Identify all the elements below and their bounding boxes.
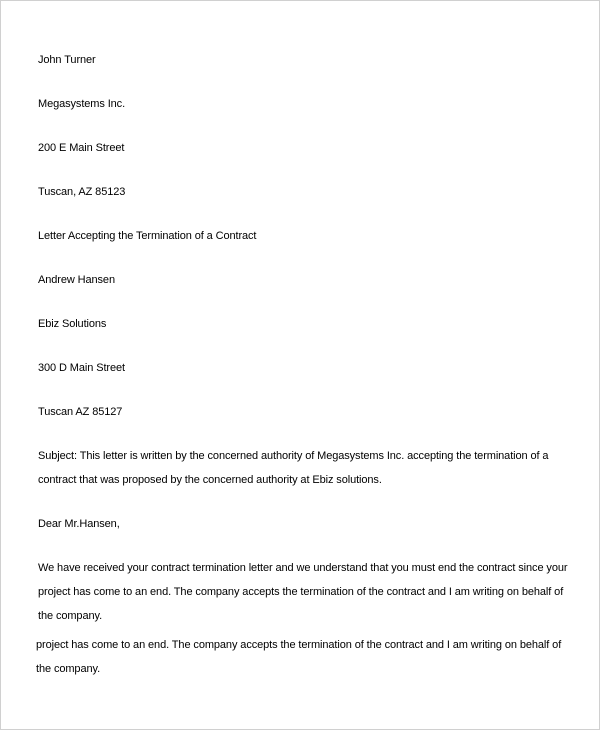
salutation: Dear Mr.Hansen,	[38, 518, 120, 530]
subject-line-2: contract that was proposed by the concerned authority at Ebiz solutions.	[38, 474, 382, 486]
sender-company: Megasystems Inc.	[38, 98, 126, 110]
subject-line-1: Subject: This letter is written by the concerned authority of Megasystems Inc. accepting the termination of a	[38, 450, 549, 462]
recipient-name: Andrew Hansen	[38, 274, 115, 286]
sender-city: Tuscan, AZ 85123	[38, 186, 126, 198]
body-p1-line-1: We have received your contract termination letter and we understand that you must end the contract since your	[38, 562, 568, 574]
sender-street: 200 E Main Street	[38, 142, 125, 154]
recipient-city: Tuscan AZ 85127	[38, 406, 123, 418]
body-p1-line-2: project has come to an end. The company accepts the termination of the contract and I am writing on behalf of	[38, 586, 564, 598]
body-p2-line-1: project has come to an end. The company accepts the termination of the contract and I am writing on behalf of	[36, 639, 562, 651]
body-p1-line-3: the company.	[38, 610, 103, 622]
body-p2-line-2: the company.	[36, 663, 101, 675]
recipient-company: Ebiz Solutions	[38, 318, 107, 330]
recipient-street: 300 D Main Street	[38, 362, 125, 374]
letter-title: Letter Accepting the Termination of a Contract	[38, 230, 257, 242]
sender-name: John Turner	[38, 54, 96, 66]
